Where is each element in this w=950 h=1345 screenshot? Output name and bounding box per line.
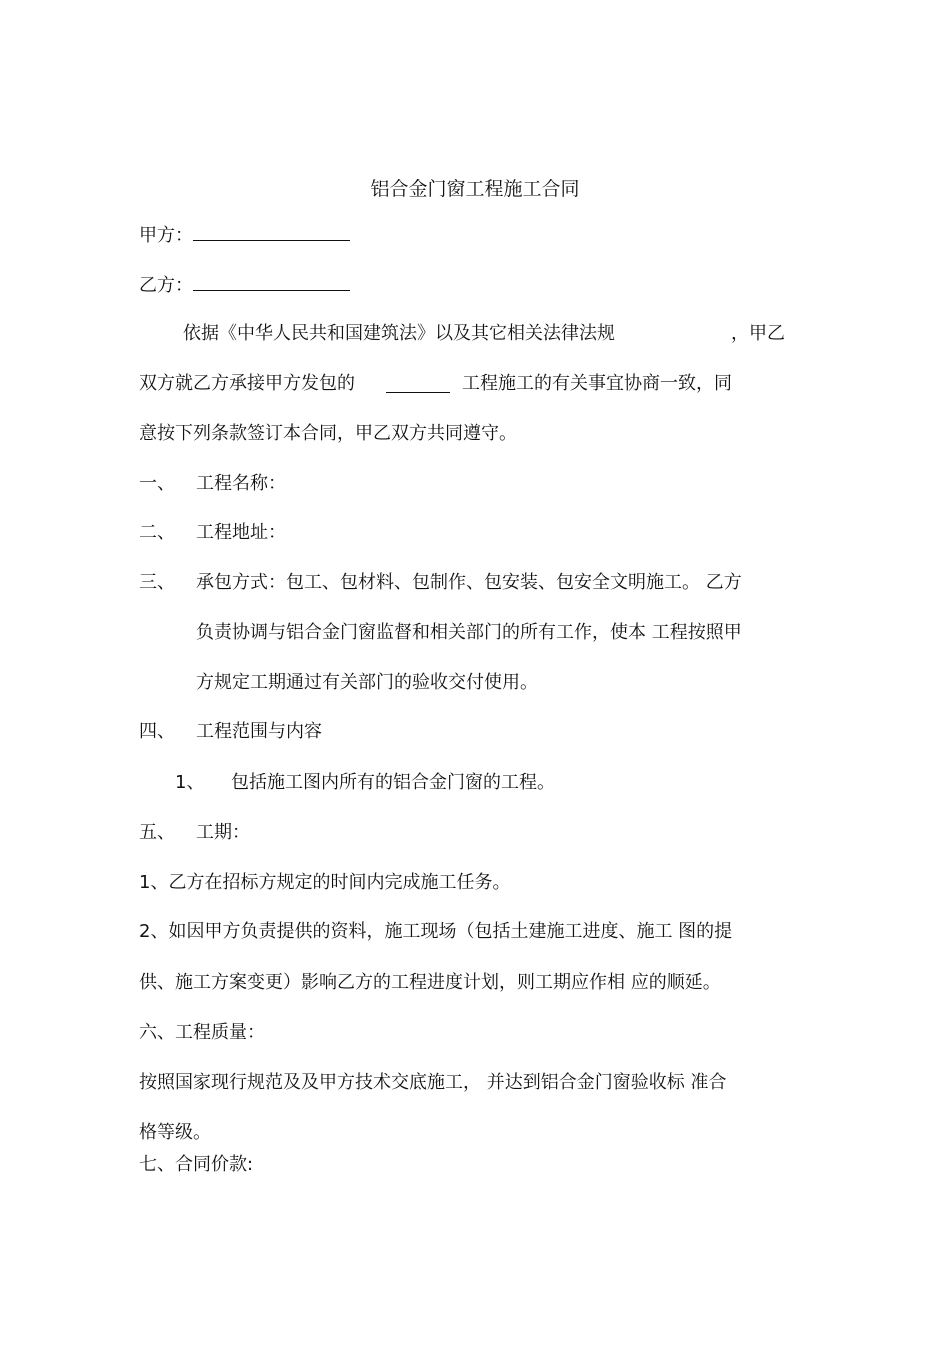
section-4-item-1-text: 包括施工图内所有的铝合金门窗的工程。	[231, 772, 555, 793]
intro-line-1a: 依据《中华人民共和国建筑法》以及其它相关法律法规	[183, 323, 615, 344]
party-a-line	[139, 222, 350, 248]
party-b-line	[139, 272, 350, 298]
section-1-text: 工程名称：	[196, 473, 286, 494]
section-3-line-1: 承包方式：包工、包材料、包制作、包安装、包安全文明施工。 乙方	[196, 572, 742, 593]
section-5-text: 工期：	[196, 822, 250, 843]
section-4-text: 工程范围与内容	[196, 721, 322, 742]
party-a-blank	[193, 222, 350, 241]
intro-line-3: 意按下列条款签订本合同，甲乙双方共同遵守。	[139, 423, 517, 444]
section-3-number: 三、	[139, 572, 175, 593]
section-4-item-1-number: 1、	[175, 772, 205, 793]
section-4-number: 四、	[139, 721, 175, 742]
section-5-item-1: 1、乙方在招标方规定的时间内完成施工任务。	[139, 872, 511, 893]
section-5-number: 五、	[139, 822, 175, 843]
section-6-line-2: 格等级。	[139, 1122, 211, 1143]
party-b-blank	[193, 272, 350, 291]
section-5-item-2-line-1: 2、如因甲方负责提供的资料，施工现场（包括土建施工进度、施工 图的提	[139, 921, 733, 942]
section-7-heading: 七、合同价款:	[139, 1154, 254, 1175]
section-6-heading: 六、工程质量：	[139, 1022, 265, 1043]
intro-line-2b: 工程施工的有关事宜协商一致，同	[462, 373, 732, 394]
section-1-number: 一、	[139, 473, 175, 494]
document-title: 铝合金门窗工程施工合同	[370, 178, 580, 200]
intro-line-1b: ，甲乙	[731, 323, 785, 344]
section-3-line-2: 负责协调与铝合金门窗监督和相关部门的所有工作，使本 工程按照甲	[196, 622, 742, 643]
section-2-text: 工程地址：	[196, 522, 286, 543]
section-2-number: 二、	[139, 522, 175, 543]
project-name-blank	[386, 374, 450, 393]
party-b-label: 乙方：	[139, 275, 193, 296]
section-3-line-3: 方规定工期通过有关部门的验收交付使用。	[196, 672, 538, 693]
section-6-line-1: 按照国家现行规范及及甲方技术交底施工， 并达到铝合金门窗验收标 准合	[139, 1072, 727, 1093]
party-a-label: 甲方：	[139, 225, 193, 246]
intro-line-2a: 双方就乙方承接甲方发包的	[139, 373, 355, 394]
section-5-item-2-line-2: 供、施工方案变更）影响乙方的工程进度计划，则工期应作相 应的顺延。	[139, 972, 721, 993]
